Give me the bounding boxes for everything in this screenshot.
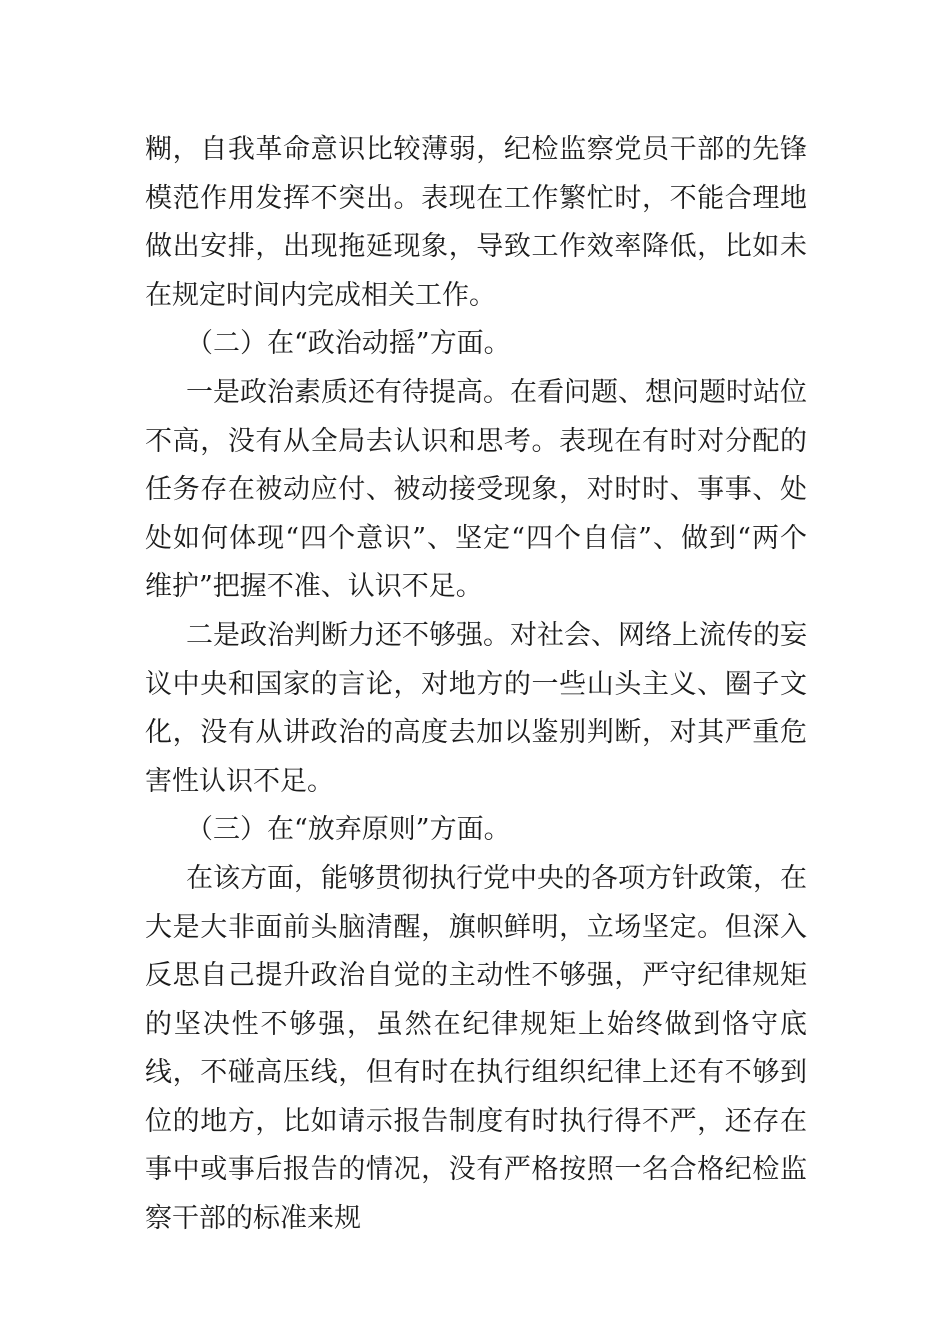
section-heading-3: （三）在“放弃原则”方面。: [186, 814, 511, 846]
paragraph-political-judgment: 二是政治判断力还不够强。对社会、网络上流传的妄议中央和国家的言论，对地方的一些山头主义、圈子文化，没有从讲政治的高度去加以鉴别判断，对其严重危害性认识不足。: [145, 619, 807, 797]
document-body: [145, 126, 807, 1244]
paragraph-continued: 糊，自我革命意识比较薄弱，纪检监察党员干部的先锋模范作用发挥不突出。表现在工作繁忙时，不能合理地做出安排，出现拖延现象，导致工作效率降低，比如未在规定时间内完成相关工作。: [145, 134, 807, 311]
paragraph-principles: 在该方面，能够贯彻执行党中央的各项方针政策，在大是大非面前头脑清醒，旗帜鲜明，立场坚定。但深入反思自己提升政治自觉的主动性不够强，严守纪律规矩的坚决性不够强，虽然在纪律规矩上始终做到恪守底线，不碰高压线，但有时在执行组织纪律上还有不够到位的地方，比如请示报告制度有时执行得不严，还存在事中或事后报告的情况，没有严格按照一名合格纪检监察干部的标准来规: [145, 862, 807, 1235]
paragraph-political-quality: 一是政治素质还有待提高。在看问题、想问题时站位不高，没有从全局去认识和思考。表现在有时对分配的任务存在被动应付、被动接受现象，对时时、事事、处处如何体现“四个意识”、坚定“四个自信”、做到“两个维护”把握不准、认识不足。: [145, 376, 807, 603]
section-heading-2: （二）在“政治动摇”方面。: [186, 328, 511, 360]
